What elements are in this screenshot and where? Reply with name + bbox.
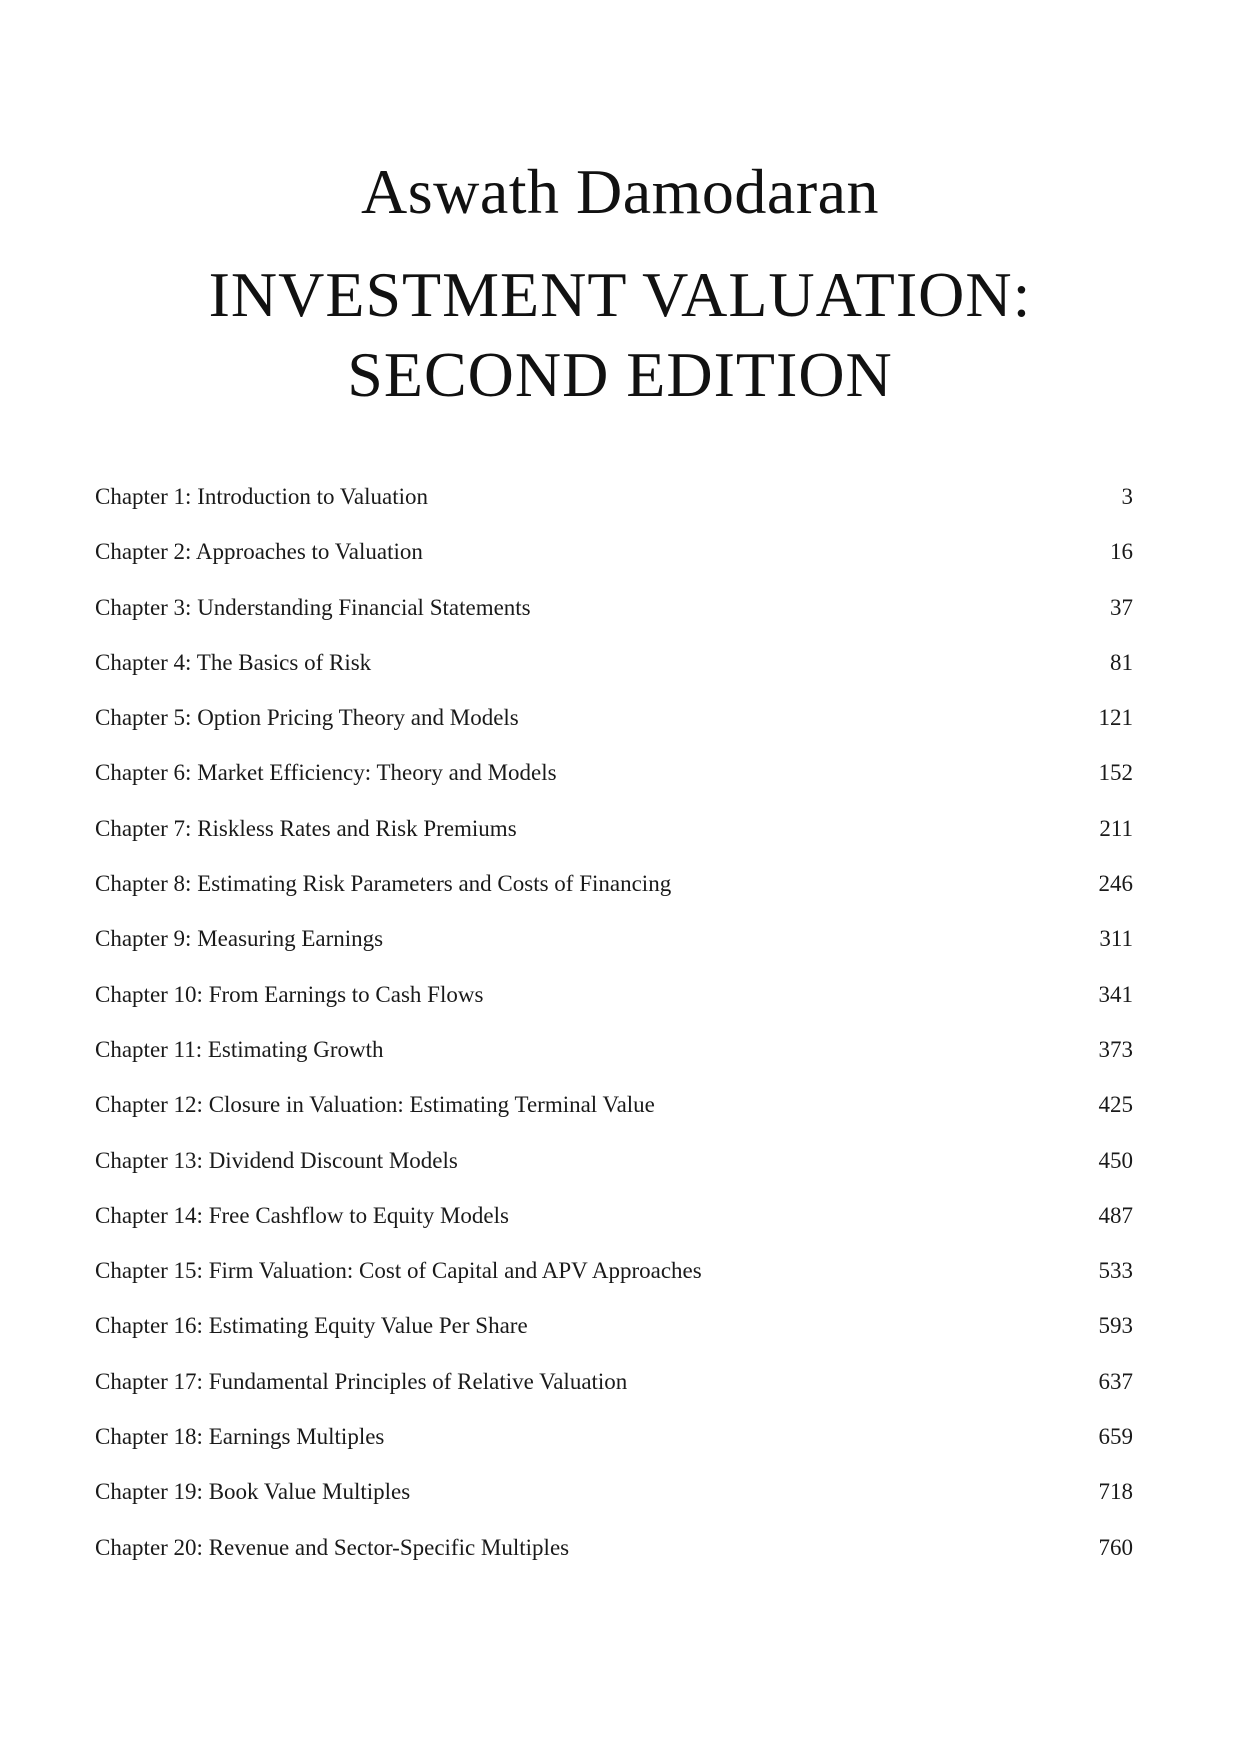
toc-entry	[95, 974, 1133, 1029]
toc-entry	[95, 1195, 1133, 1250]
chapter-title: Chapter 15: Firm Valuation: Cost of Capital and APV Approaches	[95, 1258, 702, 1284]
chapter-title: Chapter 2: Approaches to Valuation	[95, 539, 423, 565]
chapter-page-number: 16	[1110, 539, 1133, 565]
toc-entry	[95, 918, 1133, 973]
toc-entry	[95, 808, 1133, 863]
toc-entry	[95, 1527, 1133, 1582]
chapter-title: Chapter 5: Option Pricing Theory and Models	[95, 705, 519, 731]
toc-entry	[95, 531, 1133, 586]
toc-entry	[95, 697, 1133, 752]
toc-entry	[95, 587, 1133, 642]
chapter-title: Chapter 19: Book Value Multiples	[95, 1479, 411, 1505]
author-name: Aswath Damodaran	[360, 156, 880, 227]
chapter-page-number: 487	[1098, 1202, 1133, 1228]
chapter-title: Chapter 1: Introduction to Valuation	[95, 484, 429, 509]
chapter-page-number: 152	[1098, 760, 1133, 786]
chapter-title: Chapter 4: The Basics of Risk	[95, 649, 372, 675]
book-title-line-1: INVESTMENT VALUATION:	[208, 259, 1032, 330]
toc-entry	[95, 1084, 1133, 1139]
chapter-page-number: 81	[1110, 649, 1133, 675]
toc-entry	[95, 1471, 1133, 1526]
chapter-title: Chapter 20: Revenue and Sector-Specific Multiples	[95, 1534, 570, 1560]
chapter-title: Chapter 11: Estimating Growth	[95, 1036, 384, 1062]
chapter-page-number: 450	[1098, 1147, 1133, 1173]
toc-entry	[95, 1250, 1133, 1305]
chapter-title: Chapter 9: Measuring Earnings	[95, 926, 384, 952]
book-title	[0, 255, 1240, 415]
toc-entry	[95, 1361, 1133, 1416]
toc-entry	[95, 476, 1133, 531]
chapter-page-number: 311	[1099, 926, 1133, 952]
chapter-page-number: 533	[1098, 1258, 1133, 1284]
chapter-page-number: 593	[1098, 1313, 1133, 1339]
chapter-title: Chapter 13: Dividend Discount Models	[95, 1147, 458, 1173]
chapter-page-number: 121	[1098, 705, 1133, 731]
chapter-title: Chapter 6: Market Efficiency: Theory and Models	[95, 760, 557, 786]
chapter-title: Chapter 18: Earnings Multiples	[95, 1424, 385, 1450]
chapter-page-number: 760	[1098, 1534, 1133, 1560]
chapter-title: Chapter 10: From Earnings to Cash Flows	[95, 981, 484, 1007]
toc-entry	[95, 863, 1133, 918]
table-of-contents	[95, 476, 1133, 1582]
chapter-title: Chapter 8: Estimating Risk Parameters and Costs of Financing	[95, 871, 672, 897]
toc-entry	[95, 1029, 1133, 1084]
chapter-page-number: 373	[1098, 1036, 1133, 1062]
toc-entry	[95, 1416, 1133, 1471]
chapter-page-number: 718	[1098, 1479, 1133, 1505]
chapter-page-number: 425	[1098, 1092, 1133, 1118]
book-title-line-2: SECOND EDITION	[347, 339, 893, 410]
chapter-page-number: 37	[1110, 594, 1133, 620]
chapter-page-number: 3	[1121, 484, 1133, 509]
chapter-title: Chapter 3: Understanding Financial Statements	[95, 594, 531, 620]
toc-entry	[95, 1305, 1133, 1360]
chapter-page-number: 659	[1098, 1424, 1133, 1450]
chapter-title: Chapter 12: Closure in Valuation: Estimating Terminal Value	[95, 1092, 655, 1118]
chapter-page-number: 211	[1099, 815, 1133, 841]
chapter-title: Chapter 14: Free Cashflow to Equity Models	[95, 1202, 509, 1228]
chapter-title: Chapter 16: Estimating Equity Value Per Share	[95, 1313, 528, 1339]
chapter-title: Chapter 7: Riskless Rates and Risk Premiums	[95, 815, 517, 841]
chapter-page-number: 341	[1098, 981, 1133, 1007]
toc-entry	[95, 752, 1133, 807]
chapter-page-number: 637	[1098, 1368, 1133, 1394]
chapter-page-number: 246	[1098, 871, 1133, 897]
toc-entry	[95, 1140, 1133, 1195]
chapter-title: Chapter 17: Fundamental Principles of Relative Valuation	[95, 1368, 628, 1394]
toc-entry	[95, 642, 1133, 697]
